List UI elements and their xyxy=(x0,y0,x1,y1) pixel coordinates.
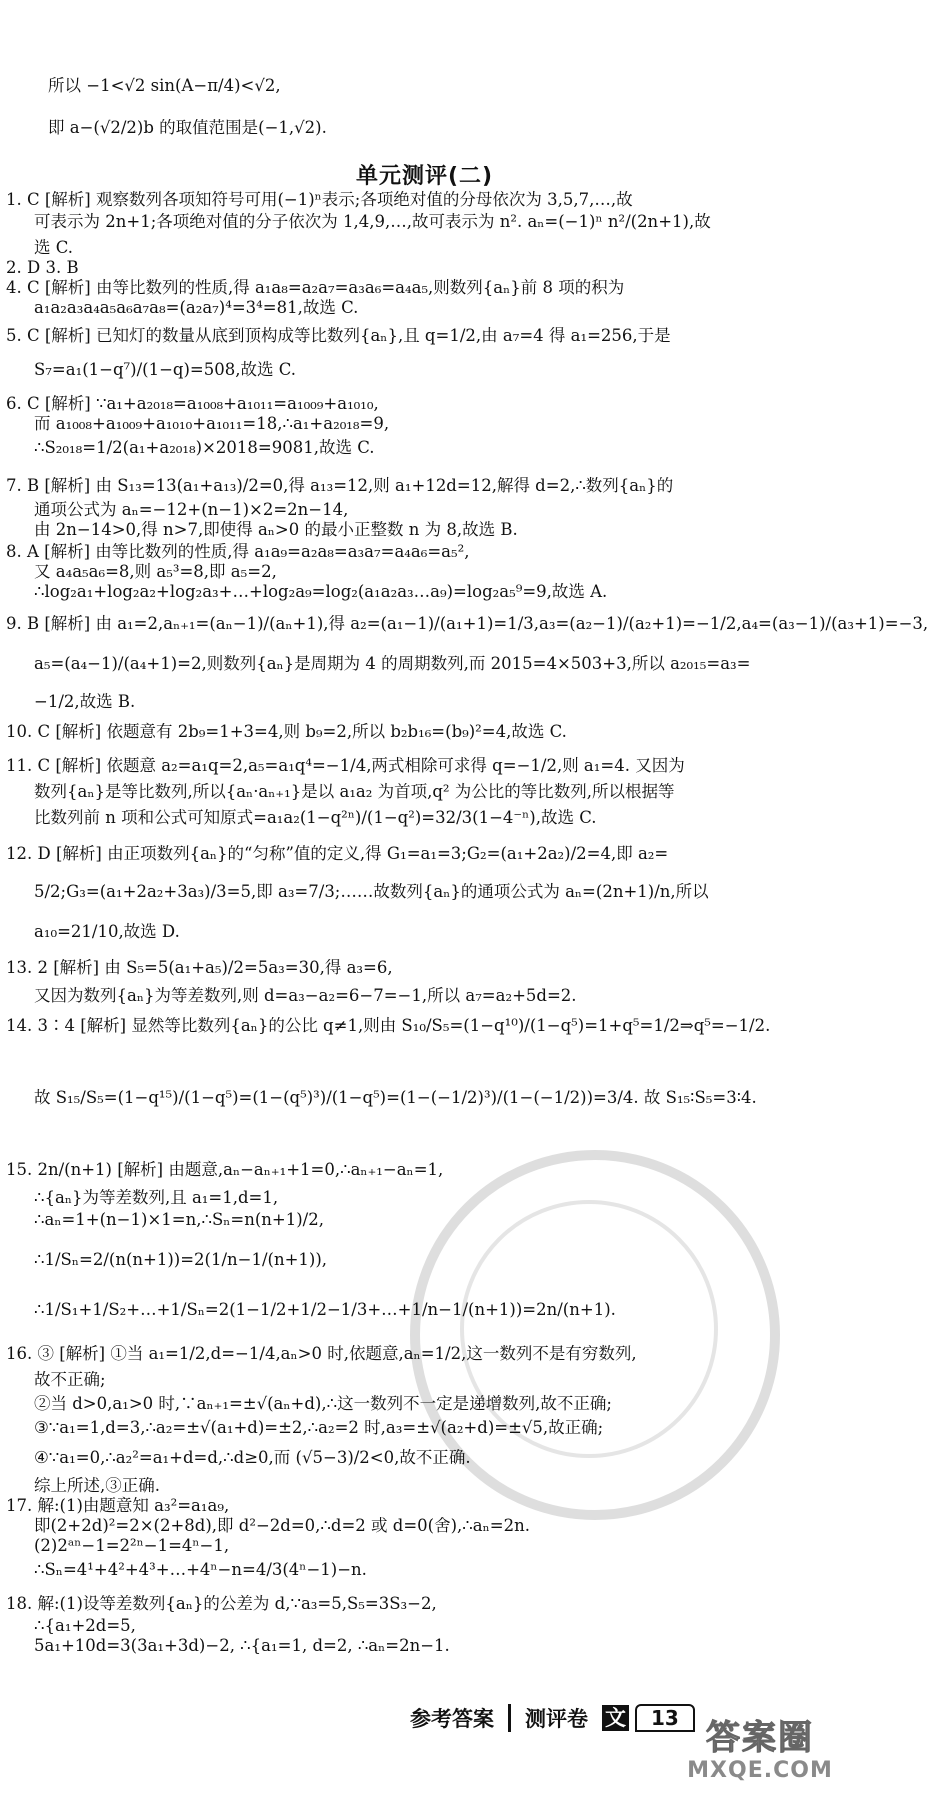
text-line: 选 C. xyxy=(34,238,74,257)
text-line: −1/2,故选 B. xyxy=(34,692,136,711)
text-line: 1. C [解析] 观察数列各项知符号可用(−1)ⁿ表示;各项绝对值的分母依次为 3,5,7,…,故 xyxy=(6,190,633,209)
text-line: 9. B [解析] 由 a₁=2,aₙ₊₁=(aₙ−1)/(aₙ+1),得 a₂=(a₁−1)/(a₁+1)=1/3,a₃=(a₂−1)/(a₂+1)=−1/2,a₄=(a₃−1)/(a₃+1)=−3, xyxy=(6,614,928,633)
text-line: 由 2n−14>0,得 n>7,即使得 aₙ>0 的最小正整数 n 为 8,故选 B. xyxy=(34,520,518,539)
text-line: 通项公式为 aₙ=−12+(n−1)×2=2n−14, xyxy=(34,500,349,519)
watermark-url: MXQE.COM xyxy=(687,1758,833,1783)
text-line: (2)2ᵃⁿ−1=2²ⁿ−1=4ⁿ−1, xyxy=(34,1536,230,1555)
text-line: 所以 −1<√2 sin(A−π/4)<√2, xyxy=(48,76,281,95)
text-line: a₁₀=21/10,故选 D. xyxy=(34,922,180,941)
text-line: 6. C [解析] ∵a₁+a₂₀₁₈=a₁₀₀₈+a₁₀₁₁=a₁₀₀₉+a₁₀₁₀, xyxy=(6,394,379,413)
site-watermark xyxy=(680,1718,840,1784)
text-line: 13. 2 [解析] 由 S₅=5(a₁+a₅)/2=5a₃=30,得 a₃=6, xyxy=(6,958,393,977)
text-line: 数列{aₙ}是等比数列,所以{aₙ·aₙ₊₁}是以 a₁a₂ 为首项,q² 为公比的等比数列,所以根据等 xyxy=(34,782,675,801)
text-line: 而 a₁₀₀₈+a₁₀₀₉+a₁₀₁₀+a₁₀₁₁=18,∴a₁+a₂₀₁₈=9, xyxy=(34,414,390,433)
text-line: 14. 3∶4 [解析] 显然等比数列{aₙ}的公比 q≠1,则由 S₁₀/S₅=(1−q¹⁰)/(1−q⁵)=1+q⁵=1/2⇒q⁵=−1/2. xyxy=(6,1016,771,1035)
text-line: 即(2+2d)²=2×(2+8d),即 d²−2d=0,∴d=2 或 d=0(舍),∴aₙ=2n. xyxy=(34,1516,530,1535)
text-line: ∴1/Sₙ=2/(n(n+1))=2(1/n−1/(n+1)), xyxy=(34,1250,328,1269)
text-line: ∴1/S₁+1/S₂+…+1/Sₙ=2(1−1/2+1/2−1/3+…+1/n−1/(n+1))=2n/(n+1). xyxy=(34,1300,616,1319)
text-line: ∴{a₁+2d=5, xyxy=(34,1616,136,1635)
text-line: ∴log₂a₁+log₂a₂+log₂a₃+…+log₂a₉=log₂(a₁a₂a₃…a₉)=log₂a₅⁹=9,故选 A. xyxy=(34,582,608,601)
text-line: ∴{aₙ}为等差数列,且 a₁=1,d=1, xyxy=(34,1188,279,1207)
text-line: 10. C [解析] 依题意有 2b₉=1+3=4,则 b₉=2,所以 b₂b₁₆=(b₉)²=4,故选 C. xyxy=(6,722,567,741)
text-line: 又因为数列{aₙ}为等差数列,则 d=a₃−a₂=6−7=−1,所以 a₇=a₂+5d=2. xyxy=(34,986,577,1005)
text-line: ④∵a₁=0,∴a₂²=a₁+d=d,∴d≥0,而 (√5−3)/2<0,故不正确. xyxy=(34,1448,471,1467)
text-line: 故 S₁₅/S₅=(1−q¹⁵)/(1−q⁵)=(1−(q⁵)³)/(1−q⁵)=(1−(−1/2)³)/(1−(−1/2))=3/4. 故 S₁₅∶S₅=3∶4. xyxy=(34,1088,757,1107)
page-footer xyxy=(410,1698,695,1738)
text-line: 故不正确; xyxy=(34,1370,106,1389)
text-line: 即 a−(√2/2)b 的取值范围是(−1,√2). xyxy=(48,118,327,137)
text-line: 8. A [解析] 由等比数列的性质,得 a₁a₉=a₂a₈=a₃a₇=a₄a₆=a₅², xyxy=(6,542,470,561)
text-line: ∴Sₙ=4¹+4²+4³+…+4ⁿ−n=4/3(4ⁿ−1)−n. xyxy=(34,1560,367,1579)
text-line: 7. B [解析] 由 S₁₃=13(a₁+a₁₃)/2=0,得 a₁₃=12,则 a₁+12d=12,解得 d=2,∴数列{aₙ}的 xyxy=(6,476,674,495)
text-line: 2. D 3. B xyxy=(6,258,79,277)
text-line: 17. 解:(1)由题意知 a₃²=a₁a₉, xyxy=(6,1496,230,1515)
text-line: 18. 解:(1)设等差数列{aₙ}的公差为 d,∵a₃=5,S₅=3S₃−2, xyxy=(6,1594,437,1613)
text-line: 11. C [解析] 依题意 a₂=a₁q=2,a₅=a₁q⁴=−1/4,两式相除可求得 q=−1/2,则 a₁=4. 又因为 xyxy=(6,756,685,775)
text-line: 比数列前 n 项和公式可知原式=a₁a₂(1−q²ⁿ)/(1−q²)=32/3(1−4⁻ⁿ),故选 C. xyxy=(34,808,597,827)
text-line: 综上所述,③正确. xyxy=(34,1476,160,1495)
text-line: ③∵a₁=1,d=3,∴a₂=±√(a₁+d)=±2,∴a₂=2 时,a₃=±√(a₂+d)=±√5,故正确; xyxy=(34,1418,604,1437)
text-line: 5/2;G₃=(a₁+2a₂+3a₃)/3=5,即 a₃=7/3;……故数列{aₙ}的通项公式为 aₙ=(2n+1)/n,所以 xyxy=(34,882,709,901)
text-line: 15. 2n/(n+1) [解析] 由题意,aₙ−aₙ₊₁+1=0,∴aₙ₊₁−aₙ=1, xyxy=(6,1160,444,1179)
text-line: ∴S₂₀₁₈=1/2(a₁+a₂₀₁₈)×2018=9081,故选 C. xyxy=(34,438,375,457)
text-line: ∴aₙ=1+(n−1)×1=n,∴Sₙ=n(n+1)/2, xyxy=(34,1210,324,1229)
text-line: 5a₁+10d=3(3a₁+3d)−2, ∴{a₁=1, d=2, ∴aₙ=2n−1. xyxy=(34,1636,450,1655)
text-line: a₅=(a₄−1)/(a₄+1)=2,则数列{aₙ}是周期为 4 的周期数列,而 2015=4×503+3,所以 a₂₀₁₅=a₃= xyxy=(34,654,751,673)
footer-divider xyxy=(508,1704,511,1732)
answers-label: 参考答案 xyxy=(410,1707,494,1731)
text-line: ②当 d>0,a₁>0 时,∵aₙ₊₁=±√(aₙ+d),∴这一数列不一定是递增数列,故不正确; xyxy=(34,1394,612,1413)
watermark-logo-text: 答案圈 xyxy=(706,1718,814,1758)
test-label: 测评卷 xyxy=(525,1707,588,1731)
section-title: 单元测评(二) xyxy=(355,164,494,189)
text-line: 4. C [解析] 由等比数列的性质,得 a₁a₈=a₂a₇=a₃a₆=a₄a₅,则数列{aₙ}前 8 项的积为 xyxy=(6,278,625,297)
text-line: 可表示为 2n+1;各项绝对值的分子依次为 1,4,9,…,故可表示为 n². aₙ=(−1)ⁿ n²/(2n+1),故 xyxy=(34,212,711,231)
text-line: 12. D [解析] 由正项数列{aₙ}的“匀称”值的定义,得 G₁=a₁=3;G₂=(a₁+2a₂)/2=4,即 a₂= xyxy=(6,844,669,863)
page-number: 13 xyxy=(635,1704,695,1732)
text-line: 16. ③ [解析] ①当 a₁=1/2,d=−1/4,aₙ>0 时,依题意,aₙ=1/2,这一数列不是有穷数列, xyxy=(6,1344,637,1363)
subject-type-mark: 文 xyxy=(602,1705,629,1731)
text-line: a₁a₂a₃a₄a₅a₆a₇a₈=(a₂a₇)⁴=3⁴=81,故选 C. xyxy=(34,298,359,317)
text-line: S₇=a₁(1−q⁷)/(1−q)=508,故选 C. xyxy=(34,360,296,379)
text-line: 5. C [解析] 已知灯的数量从底到顶构成等比数列{aₙ},且 q=1/2,由 a₇=4 得 a₁=256,于是 xyxy=(6,326,671,345)
text-line: 又 a₄a₅a₆=8,则 a₅³=8,即 a₅=2, xyxy=(34,562,277,581)
